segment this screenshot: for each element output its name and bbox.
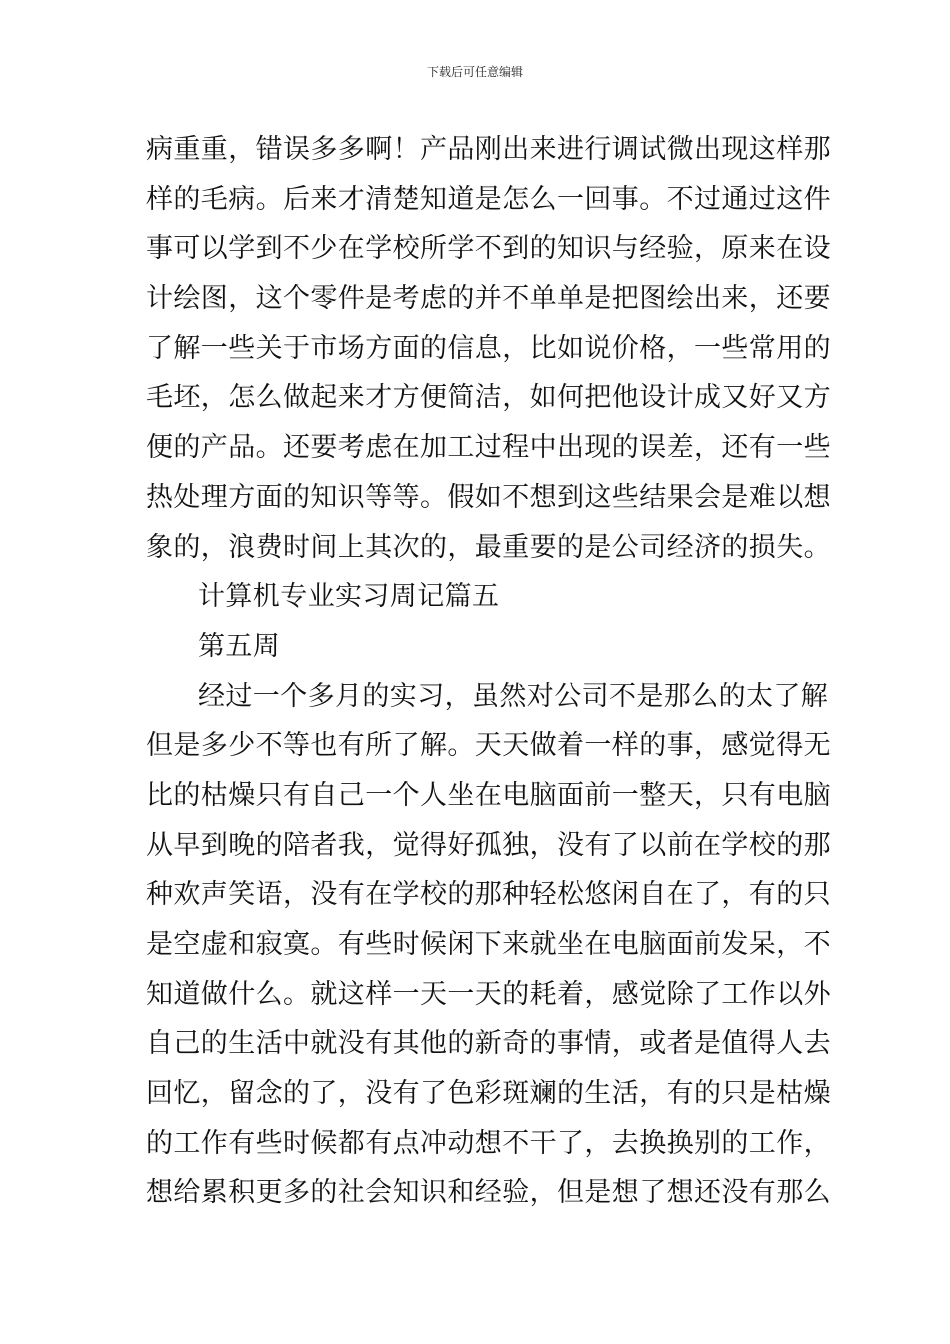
- text-line-6: 毛坯，怎么做起来才方便简洁，如何把他设计成又好又方: [146, 382, 831, 414]
- paragraph-start-line: 经过一个多月的实习，虽然对公司不是那么的太了解: [198, 680, 829, 712]
- text-line-21: 的工作有些时候都有点冲动想不干了，去换换别的工作，: [146, 1127, 831, 1159]
- text-line-13: 但是多少不等也有所了解。天天做着一样的事，感觉得无: [146, 730, 831, 762]
- text-line-22: 想给累积更多的社会知识和经验，但是想了想还没有那么: [146, 1177, 831, 1209]
- text-line-4: 计绘图，这个零件是考虑的并不单单是把图绘出来，还要: [146, 283, 831, 315]
- document-body: [146, 125, 831, 1218]
- text-line-17: 是空虚和寂寞。有些时候闲下来就坐在电脑面前发呆，不: [146, 929, 831, 960]
- text-line-9: 象的，浪费时间上其次的，最重要的是公司经济的损失。: [146, 531, 831, 563]
- text-line-14: 比的枯燥只有自己一个人坐在电脑面前一整天，只有电脑: [146, 779, 831, 811]
- text-line-3: 事可以学到不少在学校所学不到的知识与经验，原来在设: [146, 233, 831, 265]
- week-heading: 第五周: [198, 630, 281, 662]
- text-line-7: 便的产品。还要考虑在加工过程中出现的误差，还有一些: [146, 432, 831, 464]
- text-line-16: 种欢声笑语，没有在学校的那种轻松悠闲自在了，有的只: [146, 879, 831, 911]
- text-line-20: 回忆，留念的了，没有了色彩斑斓的生活，有的只是枯燥: [146, 1078, 831, 1110]
- text-line-5: 了解一些关于市场方面的信息，比如说价格，一些常用的: [146, 332, 831, 364]
- text-line-18: 知道做什么。就这样一天一天的耗着，感觉除了工作以外: [146, 978, 831, 1010]
- text-line-2: 样的毛病。后来才清楚知道是怎么一回事。不过通过这件: [146, 183, 831, 215]
- text-line-19: 自己的生活中就没有其他的新奇的事情，或者是值得人去: [146, 1028, 831, 1060]
- text-line-8: 热处理方面的知识等等。假如不想到这些结果会是难以想: [146, 481, 831, 513]
- header-note: 下载后可任意编辑: [426, 65, 523, 79]
- text-line-15: 从早到晚的陪者我，觉得好孤独，没有了以前在学校的那: [146, 829, 831, 861]
- text-line-1: 病重重，错误多多啊！产品刚出来进行调试微出现这样那: [146, 134, 831, 165]
- section-title: 计算机专业实习周记篇五: [198, 581, 500, 613]
